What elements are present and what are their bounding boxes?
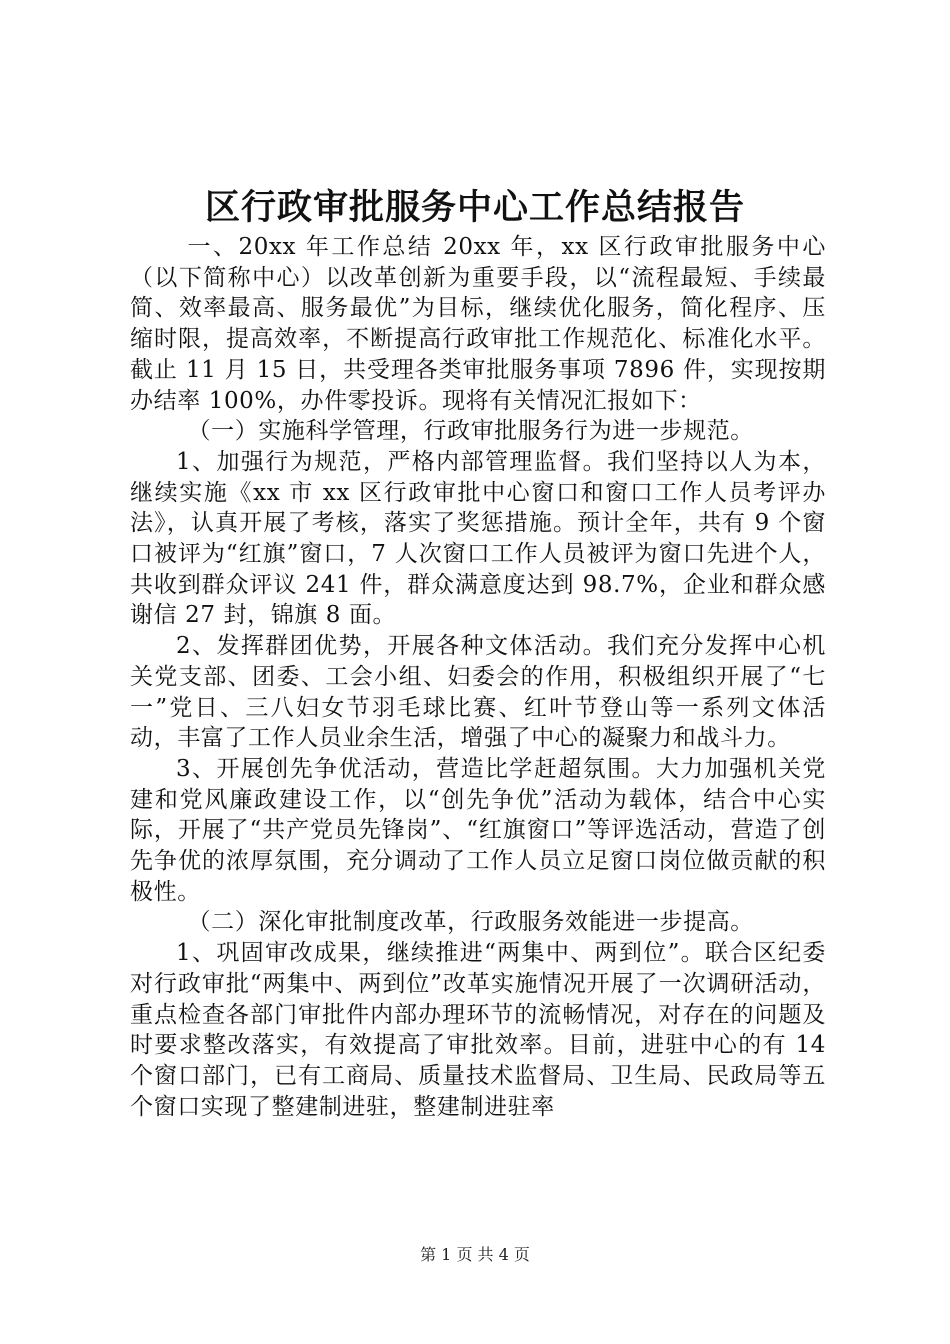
paragraph-intro: 一、20xx 年工作总结 20xx 年，xx 区行政审批服务中心（以下简称中心）以改革创新为重要手段，以“流程最短、手续最简、效率最高、服务最优”为目标，继续优化服务，简化程序、压缩时限，提高效率，不断提高行政审批工作规范化、标准化水平。截止 11 月 15 日，共受理各类审批服务事项 7896 件，实现按期办结率 100%，办件零投诉。现将有关情况汇报如下： bbox=[130, 234, 826, 414]
section-heading-2: （二）深化审批制度改革，行政服务效能进一步提高。 bbox=[187, 909, 754, 936]
section-heading-1: （一）实施科学管理，行政审批服务行为进一步规范。 bbox=[187, 418, 754, 445]
paragraph-item-1-2: 2、发挥群团优势，开展各种文体活动。我们充分发挥中心机关党支部、团委、工会小组、妇委会的作用，积极组织开展了“七一”党日、三八妇女节羽毛球比赛、红叶节登山等一系列文体活动，丰富了工作人员业余生活，增强了中心的凝聚力和战斗力。 bbox=[130, 633, 826, 752]
document-title: 区行政审批服务中心工作总结报告 bbox=[204, 187, 745, 228]
paragraph-item-2-1: 1、巩固审改成果，继续推进“两集中、两到位”。联合区纪委对行政审批“两集中、两到位”改革实施情况开展了一次调研活动，重点检查各部门审批件内部办理环节的流畅情况，对存在的问题及时要求整改落实，有效提高了审批效率。目前，进驻中心的有 14 个窗口部门，已有工商局、质量技术监督局、卫生局、民政局等五个窗口实现了整建制进驻，整建制进驻率 bbox=[130, 940, 826, 1120]
paragraph-item-1-3: 3、开展创先争优活动，营造比学赶超氛围。大力加强机关党建和党风廉政建设工作，以“创先争优”活动为载体，结合中心实际，开展了“共产党员先锋岗”、“红旗窗口”等评选活动，营造了创先争优的浓厚氛围，充分调动了工作人员立足窗口岗位做贡献的积极性。 bbox=[130, 755, 826, 905]
document-body bbox=[130, 232, 826, 1122]
page-footer: 第 1 页 共 4 页 bbox=[420, 1245, 530, 1264]
paragraph-item-1-1: 1、加强行为规范，严格内部管理监督。我们坚持以人为本，继续实施《xx 市 xx 区行政审批中心窗口和窗口工作人员考评办法》，认真开展了考核，落实了奖惩措施。预计全年，共有 9 个窗口被评为“红旗”窗口，7 人次窗口工作人员被评为窗口先进个人，共收到群众评议 241 件，群众满意度达到 98.7%，企业和群众感谢信 27 封，锦旗 8 面。 bbox=[130, 448, 826, 629]
